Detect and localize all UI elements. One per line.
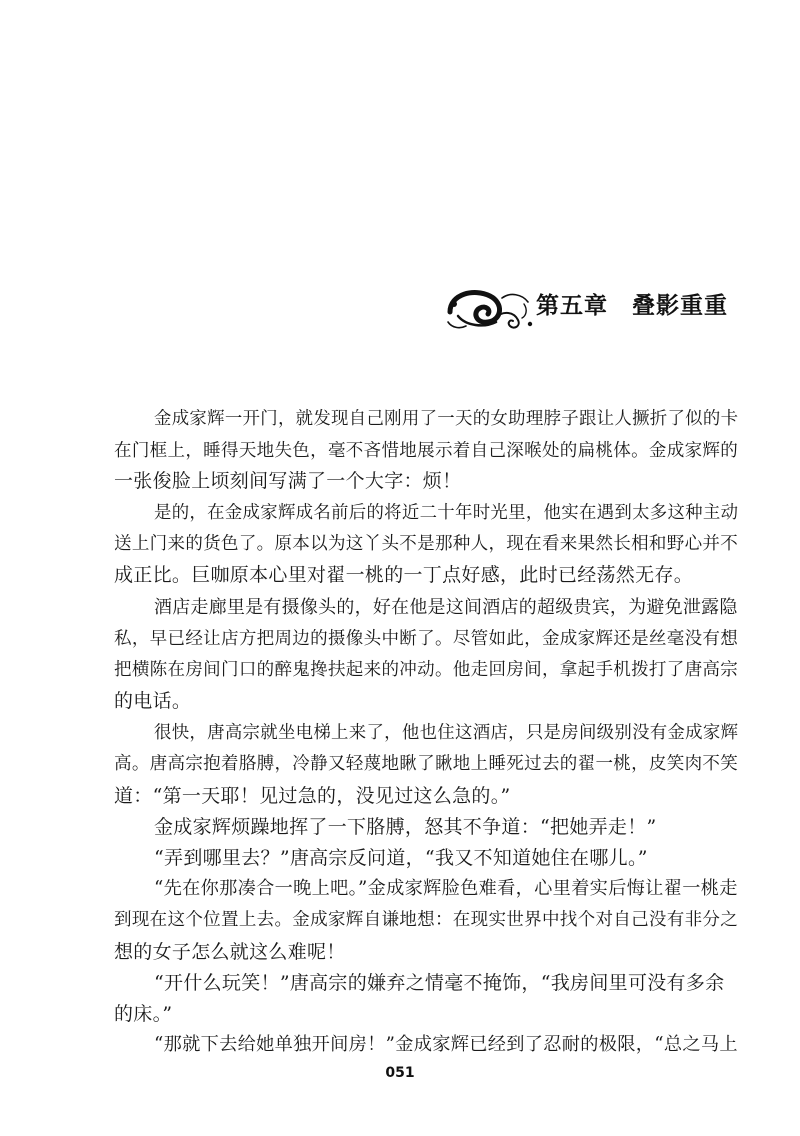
text-line: “开什么玩笑！”唐高宗的嫌弃之情毫不掩饰，“我房间里可没有多余 (154, 972, 725, 994)
text-line: 把横陈在房间门口的醉鬼搀扶起来的冲动。他走回房间，拿起手机拨打了唐高宗 (114, 660, 739, 680)
text-line: 的床。” (114, 1003, 173, 1025)
text-line: 高。唐高宗抱着胳膊，冷静又轻蔑地瞅了瞅地上睡死过去的翟一桃，皮笑肉不笑 (114, 754, 739, 774)
text-line: 到现在这个位置上去。金成家辉自谦地想：在现实世界中找个对自己没有非分之 (114, 910, 739, 930)
text-line: 很快，唐高宗就坐电梯上来了，他也住这酒店，只是房间级别没有金成家辉 (154, 723, 739, 743)
text-line: 送上门来的货色了。原本以为这丫头不是那种人，现在看来果然长相和野心并不 (114, 534, 739, 554)
text-line: 私，早已经让店方把周边的摄像头中断了。尽管如此，金成家辉还是丝毫没有想 (114, 629, 739, 649)
text-line: 金成家辉烦躁地挥了一下胳膊，怒其不争道：“把她弄走！” (154, 816, 657, 838)
chapter-title: 第五章 叠影重重 (536, 293, 728, 319)
text-line: “那就下去给她单独开间房！”金成家辉已经到了忍耐的极限，“总之马上 (154, 1034, 738, 1055)
text-line: 在门框上，睡得天地失色，毫不吝惜地展示着自己深喉处的扁桃体。金成家辉的 (114, 441, 739, 461)
text-line: 酒店走廊里是有摄像头的，好在他是这间酒店的超级贵宾，为避免泄露隐 (154, 597, 738, 618)
text-line: 是的，在金成家辉成名前后的将近二十年时光里，他实在遇到太多这种主动 (154, 503, 739, 523)
text-line: 道：“第一天耶！见过急的，没见过这么急的。” (114, 785, 511, 807)
text-line: 金成家辉一开门，就发现自己刚用了一天的女助理脖子跟让人撅折了似的卡 (154, 409, 739, 429)
text-line: 想的女子怎么就这么难呢！ (114, 941, 346, 963)
text-line: “先在你那凑合一晚上吧。”金成家辉脸色难看，心里着实后悔让翟一桃走 (154, 878, 738, 899)
page-number: 051 (385, 1065, 415, 1081)
text-line: “弄到哪里去？”唐高宗反问道，“我又不知道她住在哪儿。” (154, 847, 648, 869)
text-line: 一张俊脸上顷刻间写满了一个大字：烦！ (114, 470, 462, 492)
text-line: 成正比。巨咖原本心里对翟一桃的一丁点好感，此时已经荡然无存。 (114, 564, 694, 586)
text-line: 的电话。 (114, 690, 192, 712)
